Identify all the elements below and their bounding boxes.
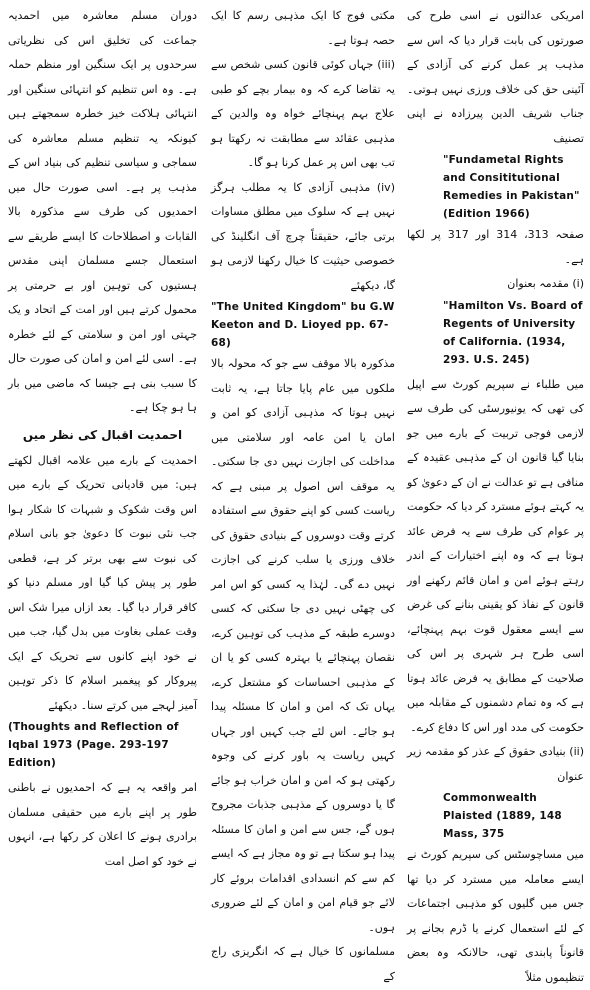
middle-paragraph-3: (iv) مذہبی آزادی کا یہ مطلب ہرگز نہیں ہے کہ سلوک میں مطلق مساوات برتی جائے، حقیقتاً چرچ آف انگلینڈ کی خصوصی حیثیت کا خیال رکھنا لازمی ہو گا، دیکھئے [211,180,395,292]
right-column [403,0,590,984]
citation-fundamental-rights: "Fundametal Rights and Consititutional Remedies in Pakistan" (Edition 1966) [443,154,580,220]
left-paragraph-2: احمدیت کے بارے میں علامہ اقبال لکھتے ہیں: میں قادیانی تحریک کے بارے میں اس وقت شکوک و شبہات کا شکار ہوا جب نئی نبوت کا دعویٰ جو بانی اسلام کی نبوت سے بھی برتر کر ہے، قطعی طور پر پیش کیا گیا اور مسلم دنیا کو کافر قرار دیا گیا۔ بعد ازاں میرا شک اس وقت عملی بغاوت میں بدل گیا، جب میں نے خود اپنے کانوں سے تحریک کے ایک پیروکار کو پیغمبر اسلام کا ذکر توہین آمیز لہجے میں کرتے سنا۔ دیکھئے [8,453,197,712]
middle-paragraph-4: مذکورہ بالا موقف سے جو کہ محولہ بالا ملکوں میں عام پایا جاتا ہے، یہ ثابت نہیں ہوتا کہ مذہبی آزادی کو امن و امان یا امن عامہ اور سلامتی میں مداخلت کی اجازت نہیں دی جا سکتی۔ یہ موقف اس اصول پر مبنی ہے کہ ریاست کسی کو اپنے حقوق سے استفادہ کرتے وقت دوسروں کے بنیادی حقوق کی خلاف ورزی یا سلب کرنے کی اجازت نہیں دے گی۔ لہٰذا یہ کسی کو اس امر کی چھٹی نہیں دی جا سکتی کہ کسی دوسرے طبقہ کے مذہب کی توہین کرے، نقصان پہنچائے یا بہترہ کسی کو یا ان کے مذہبی احساسات کو مشتعل کرے، یہاں تک کہ امن و امان کا مسئلہ پیدا ہو جائے۔ اس لئے جب کہیں اور جہاں کہیں ریاست یہ باور کرنے کی وجوہ رکھتی ہو کہ امن و امان خراب ہو جائے گا یا دوسروں کے مذہبی جذبات مجروح ہوں گے، جس سے امن و امان کا مسئلہ پیدا ہو سکتا ہے تو وہ مجاز ہے کہ ایسے کم سے کم انسدادی اقدامات بروئے کار لائے جو قیام امن و امان کے لئے ضروری ہوں۔ [211,357,395,934]
right-paragraph-1: امریکی عدالتوں نے اسی طرح کی صورتوں کی بابت قرار دیا کہ اس سے مذہب پر عمل کرنے کی آزادی کے آئینی حق کی خلاف ورزی نہیں ہوتی۔ جناب شریف الدین پیرزادہ نے اپنی تصنیف [407,9,584,145]
citation-iqbal: (Thoughts and Reflection of Iqbal 1973 (Page. 293-197 Edition) [8,721,179,769]
left-paragraph-1: دوران مسلم معاشرہ میں احمدیہ جماعت کی تخلیق اس کی نظریاتی سرحدوں پر ایک سنگین اور منظم حملہ ہے۔ وہ اس تنظیم کو انتہائی سنگین اور انتہائی ہلاکت خیز خطرہ سمجھتے ہیں کیونکہ یہ تنظیم مسلم معاشرہ کی سماجی و سیاسی تنظیم کی بنیاد اس کے مذہب پر ہے۔ اسی صورت حال میں احمدیوں کی طرف سے مذکورہ بالا القابات و اصطلاحات کا ایسے طریقے سے استعمال جسے مسلمان اپنی مقدس ہستیوں کی توہین اور بے حرمتی پر محمول کرتے ہیں اور امت کے اتحاد و یک جہتی اور امن و سلامتی کے لئے خطرہ ہے۔ اسی لئے امن و امان کی صورت حال کا سبب بنی ہے جیسا کہ ماضی میں بار ہا ہو چکا ہے۔ [8,9,197,414]
middle-paragraph-1: مکتی فوج کا ایک مذہبی رسم کا ایک حصہ ہوتا ہے۔ [211,9,395,47]
middle-paragraph-2: (iii) جہاں کوئی قانون کسی شخص سے یہ تقاضا کرے کہ وہ بیمار بچے کو طبی علاج بہم پہنچائے خواہ وہ والدین کے مذہبی عقائد سے مطابقت نہ رکھتا ہو تب بھی اس پر عمل کرنا ہو گا۔ [211,58,395,169]
left-column [0,0,203,868]
middle-column [205,0,401,983]
left-paragraph-3: امر واقعہ یہ ہے کہ احمدیوں نے باطنی طور پر اپنے بارے میں حقیقی مسلمان برادری ہونے کا اعلان کر رکھا ہے، انہوں نے خود کو اصل امت [8,781,197,868]
right-paragraph-3: میں مساچوسٹس کی سپریم کورٹ نے ایسے معاملہ میں مسترد کر دیا تھا جس میں گلیوں کو مذہبی اجتماعات کے لئے استعمال کرنے یا ڈرم بجانے پر قانوناً پابندی تھی، حالانکہ وہ بعض تنظیموں مثلاً [407,848,584,984]
citation-pages: صفحہ 313، 314 اور 317 پر لکھا ہے۔ [407,228,584,266]
case-2-label: (ii) بنیادی حقوق کے عذر کو مقدمہ زیر عنوان [407,745,584,783]
citation-united-kingdom: "The United Kingdom" bu G.W Keeton and D. Lioyed pp. 67-68) [211,301,395,349]
case-1-label: (i) مقدمہ بعنوان [507,277,584,290]
case-plaisted-citation: Commonwealth Plaisted (1889, 148 Mass, 375 [443,792,562,840]
section-heading: احمدیت اقبال کی نظر میں [22,427,183,442]
right-paragraph-2: میں طلباء نے سپریم کورٹ سے اپیل کی تھی کہ یونیورسٹی کی طرف سے لازمی فوجی تربیت کے بارے میں جو بنایا گیا قانون ان کے مذہبی عقیدہ کے منافی ہے تو عدالت نے ان کے دعویٰ کو یہ کہتے ہوئے مسترد کر دیا کہ حکومت پر عوام کی طرف سے یہ فرض عائد ہوتا ہے کہ وہ اپنے اختیارات کے اندر رہتے ہوئے امن و امان قائم رکھنے اور قانون کے نفاذ کو یقینی بنانے کی غرض سے ایسے معقول قوت بہم پہنچائے، اسی طرح ہر شہری پر اس کی صلاحیت کے مطابق یہ فرض عائد ہوتا ہے کہ وہ تمام دشمنوں کے مقابلہ میں حکومت کی مدد اور اس کا دفاع کرے۔ [407,377,584,734]
middle-paragraph-5: مسلمانوں کا خیال ہے کہ انگریزی راج کے [211,945,395,983]
case-hamilton-citation: "Hamilton Vs. Board of Regents of University of California. (1934, 293. U.S. 245) [443,299,583,366]
